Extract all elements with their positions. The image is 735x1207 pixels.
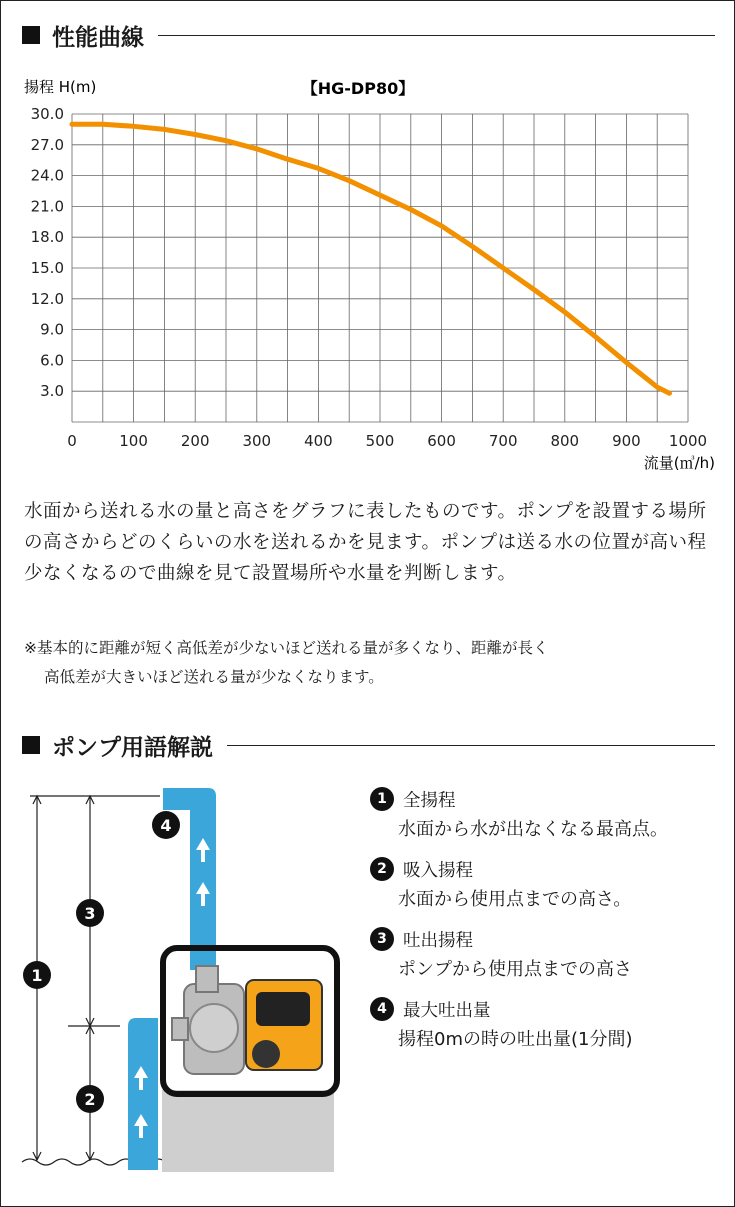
square-bullet-icon xyxy=(22,26,40,44)
engine-air-filter xyxy=(256,992,310,1026)
x-tick-label: 800 xyxy=(550,432,580,450)
term-item xyxy=(370,784,730,846)
x-tick-label: 100 xyxy=(119,432,148,450)
note xyxy=(24,634,724,692)
chart-grid xyxy=(72,114,688,422)
x-tick-label: 300 xyxy=(242,432,272,450)
x-tick-label: 0 xyxy=(67,432,77,450)
term-item xyxy=(370,854,730,916)
performance-curve xyxy=(72,124,670,393)
marker-3-label: 3 xyxy=(84,904,96,923)
term-number-badge: 1 xyxy=(370,787,394,811)
performance-chart xyxy=(0,60,735,480)
pump-base xyxy=(162,1090,334,1172)
term-description: 揚程0mの時の吐出量(1分間) xyxy=(398,1029,633,1050)
x-tick-label: 700 xyxy=(488,432,518,450)
note-line-2: 高低差が大きいほど送れる量が少なくなります。 xyxy=(44,668,384,686)
marker-2-label: 2 xyxy=(84,1090,96,1109)
y-tick-label: 9.0 xyxy=(40,320,64,339)
term-item xyxy=(370,994,730,1056)
section-title-performance: 性能曲線 xyxy=(52,24,144,51)
pump-diagram xyxy=(0,770,360,1190)
section-header-terms xyxy=(22,730,715,760)
pump-illustration xyxy=(163,948,337,1094)
x-tick-label: 900 xyxy=(612,432,641,450)
y-tick-label: 24.0 xyxy=(30,166,64,185)
pump-outlet xyxy=(196,966,218,992)
x-tick-label: 600 xyxy=(427,432,456,450)
y-tick-label: 27.0 xyxy=(30,135,64,154)
y-tick-label: 21.0 xyxy=(30,197,64,216)
square-bullet-icon xyxy=(22,736,40,754)
x-axis-label: 流量(㎥/h) xyxy=(643,454,715,472)
term-item xyxy=(370,924,730,986)
term-title: 吸入揚程 xyxy=(403,860,473,881)
section-rule xyxy=(227,745,715,746)
section-rule xyxy=(158,35,715,36)
suction-pipe xyxy=(128,1018,158,1170)
y-tick-label: 18.0 xyxy=(30,228,64,247)
pump-impeller-cover xyxy=(190,1004,238,1052)
term-list xyxy=(370,784,730,1064)
term-title: 吐出揚程 xyxy=(403,930,473,951)
pump-inlet xyxy=(172,1018,188,1040)
note-line-1: ※基本的に距離が短く高低差が少ないほど送れる量が多くなり、距離が長く xyxy=(24,639,549,657)
section-header-performance xyxy=(22,20,715,50)
y-tick-label: 15.0 xyxy=(30,259,64,277)
term-description: ポンプから使用点までの高さ xyxy=(398,959,632,980)
x-tick-label: 200 xyxy=(180,432,210,450)
y-tick-label: 12.0 xyxy=(30,289,64,308)
term-description: 水面から水が出なくなる最高点。 xyxy=(398,819,668,840)
engine-recoil xyxy=(252,1040,280,1068)
y-tick-label: 3.0 xyxy=(40,382,64,401)
term-description: 水面から使用点までの高さ。 xyxy=(398,889,632,910)
y-tick-label: 30.0 xyxy=(30,105,64,123)
marker-4-label: 4 xyxy=(160,816,172,835)
x-tick-label: 1000 xyxy=(668,432,708,450)
chart-title: 【HG-DP80】 xyxy=(301,79,415,98)
term-title: 最大吐出量 xyxy=(403,1000,491,1021)
chart-description: 水面から送れる水の量と高さをグラフに表したものです。ポンプを設置する場所の高さからどのくらいの水を送れるかを見ます。ポンプは送る水の位置が高い程少なくなるので曲線を見て設置場所や水量を判断します。 xyxy=(24,501,707,584)
x-tick-label: 400 xyxy=(304,432,333,450)
y-axis-label: 揚程 H(m) xyxy=(24,78,97,96)
section-title-terms: ポンプ用語解説 xyxy=(52,734,213,761)
term-number-badge: 3 xyxy=(370,927,394,951)
y-tick-label: 6.0 xyxy=(40,351,64,370)
chart-ticks xyxy=(31,105,708,450)
x-tick-label: 500 xyxy=(365,432,395,450)
term-title: 全揚程 xyxy=(403,790,456,811)
term-number-badge: 2 xyxy=(370,857,394,881)
marker-1-label: 1 xyxy=(31,966,43,985)
term-number-badge: 4 xyxy=(370,997,394,1021)
